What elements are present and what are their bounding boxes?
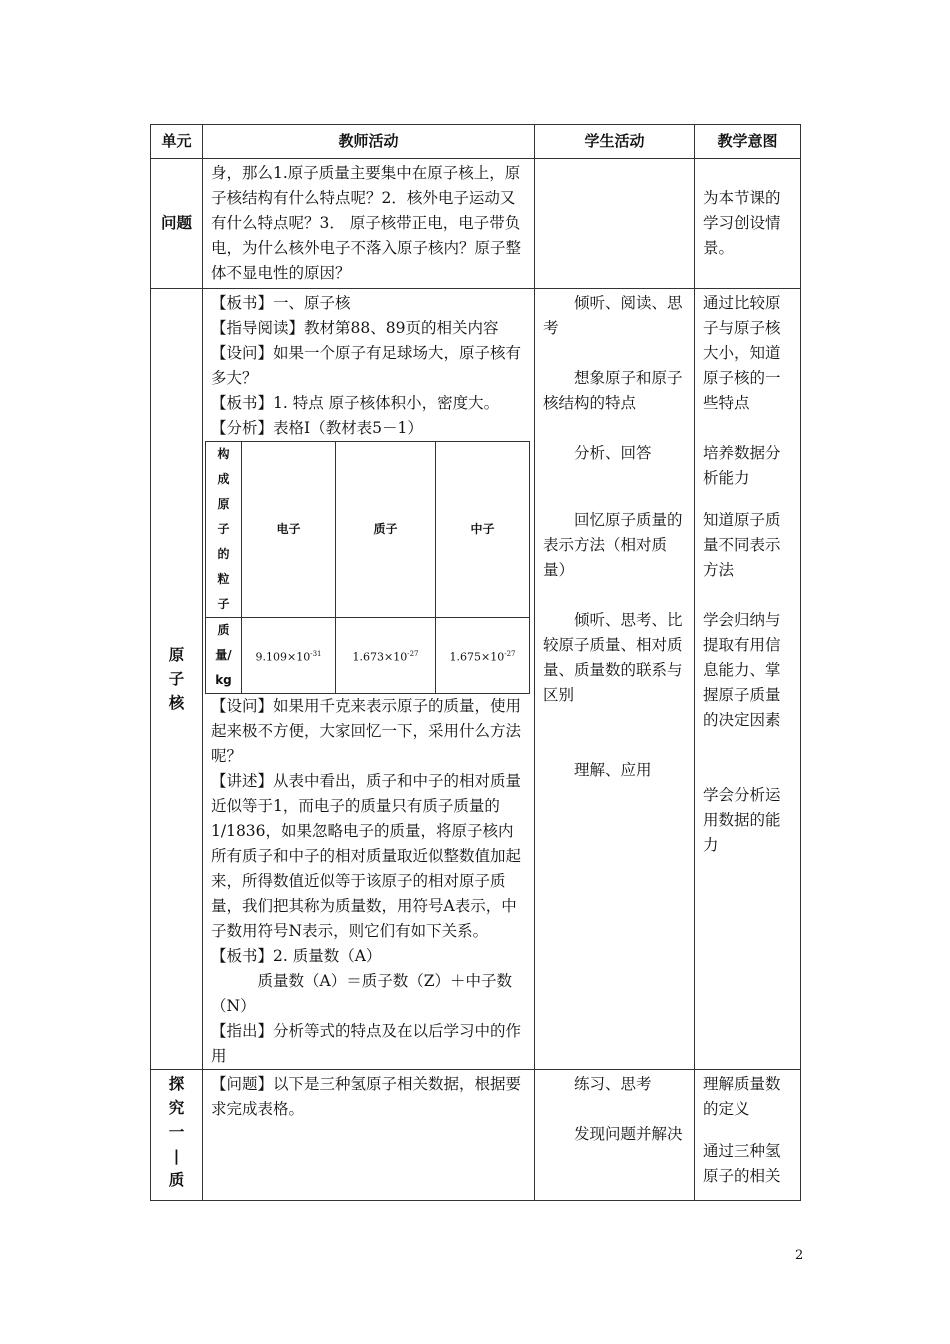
header-char: 子 [217, 597, 230, 611]
unit-char: 子 [168, 670, 185, 688]
board-feature: 【板书】1. 特点 原子核体积小，密度大。 [211, 394, 500, 412]
col-electron: 电子 [242, 442, 336, 618]
row-question [151, 159, 801, 289]
intent-explore [695, 1070, 801, 1201]
mass-exp: -31 [310, 649, 322, 658]
particle-row-header [206, 442, 242, 618]
mass-number-formula: 质量数（A）＝质子数（Z）＋中子数（N） [211, 972, 512, 1015]
unit-char: 原 [168, 646, 185, 664]
header-intent: 教学意图 [695, 125, 801, 159]
intent-item: 学会分析运用数据的能力 [703, 786, 781, 854]
analysis-label: 【分析】表格I（教材表5－1） [211, 419, 423, 437]
intent-text: 为本节课的学习创设情景。 [703, 189, 781, 257]
mass-proton [336, 618, 436, 694]
question-kg: 【设问】如果用千克来表示原子的质量，使用起来极不方便，大家回忆一下，采用什么方法呢？ [211, 697, 522, 765]
unit-char: 一 [168, 1123, 185, 1141]
unit-explore [151, 1070, 203, 1201]
particle-header-row [206, 442, 530, 618]
student-explore [535, 1070, 695, 1201]
row-nucleus [151, 289, 801, 1070]
intent-item: 通过比较原子与原子核大小，知道原子核的一些特点 [703, 294, 781, 412]
teacher-nucleus [203, 289, 535, 1070]
col-proton: 质子 [336, 442, 436, 618]
student-activity: 分析、回答 [574, 444, 652, 462]
unit-question: 问题 [151, 159, 203, 289]
intent-item: 学会归纳与提取有用信息能力、掌握原子质量的决定因素 [703, 611, 781, 729]
intent-question [695, 159, 801, 289]
unit-char: 究 [168, 1099, 185, 1117]
mass-exp: -27 [504, 649, 516, 658]
header-unit: 单元 [151, 125, 203, 159]
mass-neutron [436, 618, 530, 694]
mass-base: 1.675×10 [449, 650, 505, 664]
intent-nucleus [695, 289, 801, 1070]
student-activity: 理解、应用 [574, 761, 652, 779]
board-title: 【板书】一、原子核 [211, 294, 351, 312]
intent-item: 培养数据分析能力 [703, 444, 781, 487]
unit-nucleus [151, 289, 203, 1070]
col-neutron: 中子 [436, 442, 530, 618]
unit-char: 质 [168, 1171, 185, 1189]
unit-char: 核 [168, 694, 185, 712]
mass-base: 9.109×10 [255, 650, 311, 664]
header-char: 原 [217, 497, 230, 511]
board-mass-number: 【板书】2. 质量数（A） [211, 947, 382, 965]
student-activity: 发现问题并解决 [574, 1125, 683, 1143]
student-nucleus [535, 289, 695, 1070]
lesson-plan-table [150, 124, 801, 1201]
point-out: 【指出】分析等式的特点及在以后学习中的作用 [211, 1022, 522, 1065]
guided-reading: 【指导阅读】教材第88、89页的相关内容 [211, 319, 499, 337]
header-teacher: 教师活动 [203, 125, 535, 159]
student-activity: 倾听、思考、比较原子质量、相对质量、质量数的联系与区别 [543, 611, 683, 704]
student-activity: 回忆原子质量的表示方法（相对质量） [543, 511, 683, 579]
particle-mass-row [206, 618, 530, 694]
intent-item: 通过三种氢原子的相关 [703, 1142, 781, 1185]
row-explore [151, 1070, 801, 1201]
mass-exp: -27 [407, 649, 419, 658]
header-char: 的 [217, 547, 230, 561]
student-activity: 想象原子和原子核结构的特点 [543, 369, 683, 412]
intent-item: 理解质量数的定义 [703, 1075, 781, 1118]
student-question [535, 159, 695, 289]
intent-item: 知道原子质量不同表示方法 [703, 511, 781, 579]
explanation: 【讲述】从表中看出，质子和中子的相对质量近似等于1，而电子的质量只有质子质量的1/1836，如果忽略电子的质量，将原子核内所有质子和中子的相对质量取近似整数值加起来，所得数值近似等于该原子的相对原子质量，我们把其称为质量数，用符号A表示，中子数用符号N表示，则它们有如下关系。 [211, 772, 522, 940]
page-number: 2 [795, 1248, 804, 1263]
unit-char: | [173, 1147, 180, 1165]
teacher-explore: 【问题】以下是三种氢原子相关数据，根据要求完成表格。 [203, 1070, 535, 1201]
mass-label-char: 量/ [215, 648, 232, 662]
student-activity: 练习、思考 [574, 1075, 652, 1093]
mass-label-char: kg [215, 673, 232, 687]
particle-table [205, 441, 530, 694]
header-char: 成 [217, 472, 230, 486]
header-char: 粒 [217, 572, 230, 586]
unit-char: 探 [168, 1075, 185, 1093]
mass-base: 1.673×10 [352, 650, 408, 664]
mass-electron [242, 618, 336, 694]
header-char: 子 [217, 522, 230, 536]
question-size: 【设问】如果一个原子有足球场大，原子核有多大？ [211, 344, 522, 387]
header-char: 构 [217, 447, 230, 461]
mass-label [206, 618, 242, 694]
header-row [151, 125, 801, 159]
mass-label-char: 质 [217, 623, 230, 637]
header-student: 学生活动 [535, 125, 695, 159]
teacher-question: 身，那么1.原子质量主要集中在原子核上，原子核结构有什么特点呢？2．核外电子运动又有什么特点呢？3． 原子核带正电，电子带负电，为什么核外电子不落入原子核内？原子整体不显电性的原因？ [203, 159, 535, 289]
student-activity: 倾听、阅读、思考 [543, 294, 683, 337]
